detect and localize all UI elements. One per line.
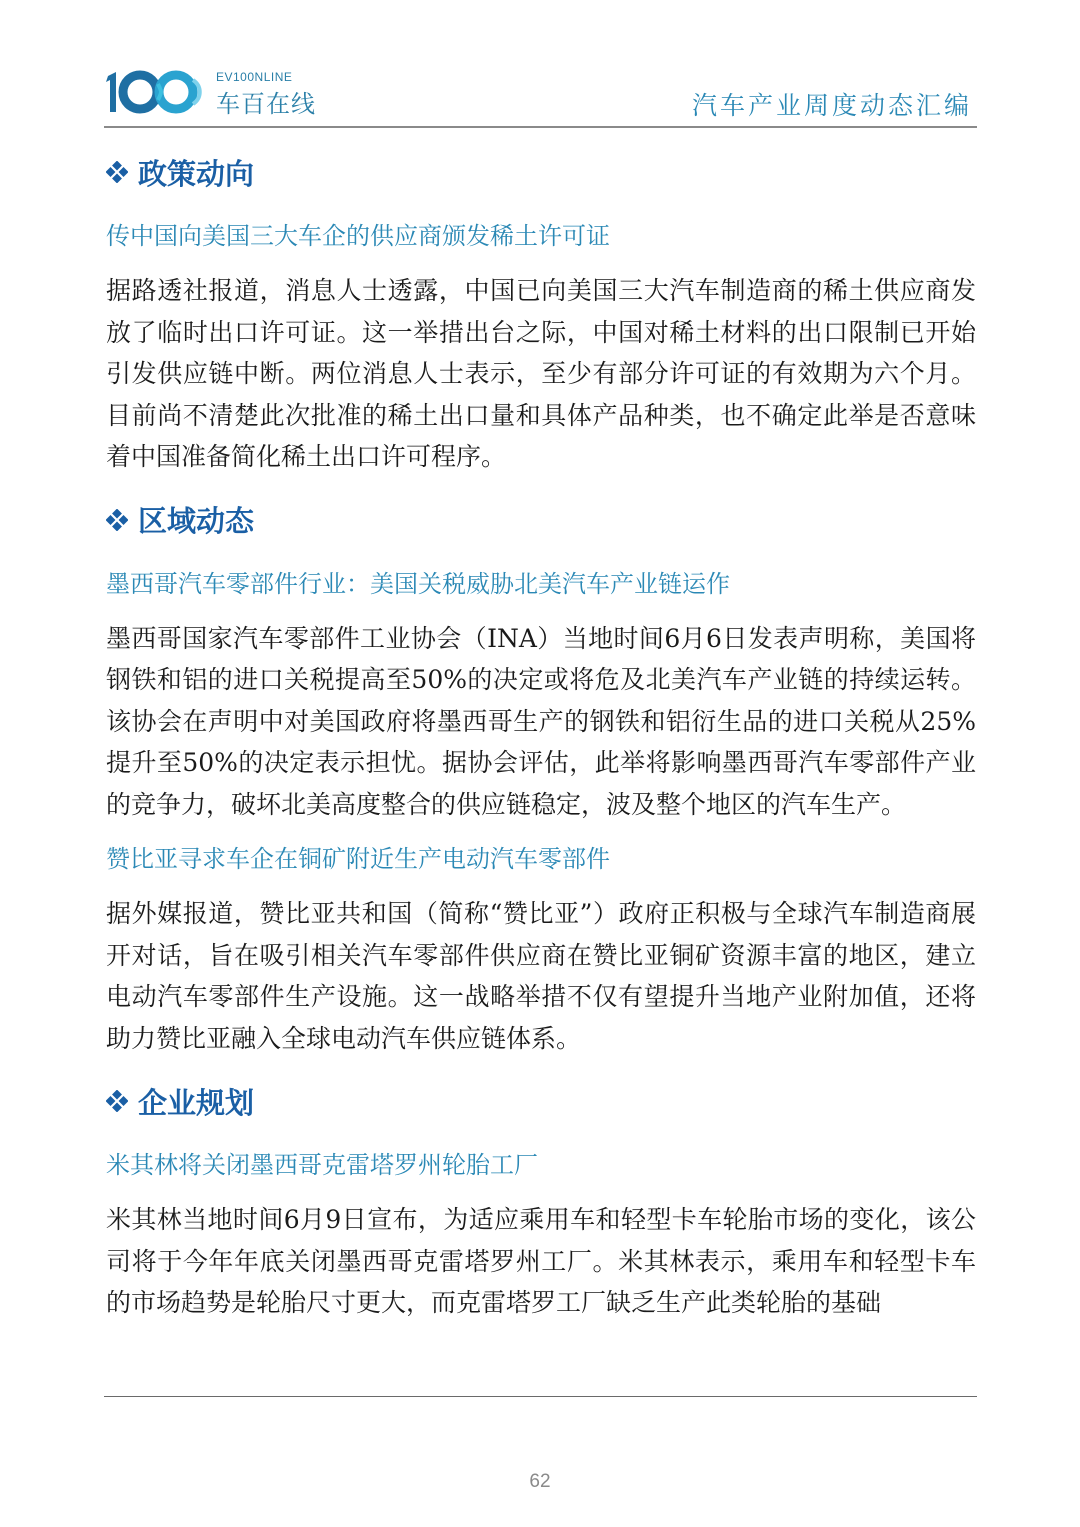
section-heading-regional: [106, 496, 976, 544]
page-number: 62: [529, 1471, 551, 1492]
content-area: [106, 148, 976, 1324]
article-paragraph: 据路透社报道，消息人士透露，中国已向美国三大汽车制造商的稀土供应商发放了临时出口许可证。这一举措出台之际，中国对稀土材料的出口限制已开始引发供应链中断。两位消息人士表示，至少有部分许可证的有效期为六个月。目前尚不清楚此次批准的稀土出口量和具体产品种类，也不确定此举是否意味着中国准备简化稀土出口许可程序。: [106, 276, 976, 471]
article-paragraph: 据外媒报道，赞比亚共和国（简称“赞比亚”）政府正积极与全球汽车制造商展开对话，旨在吸引相关汽车零部件供应商在赞比亚铜矿资源丰富的地区，建立电动汽车零部件生产设施。这一战略举措不仅有望提升当地产业附加值，还将助力赞比亚融入全球电动汽车供应链体系。: [106, 899, 976, 1053]
diamond-bullet-icon: [106, 161, 128, 183]
article-title: 墨西哥汽车零部件行业：美国关税威胁北美汽车产业链运作: [106, 569, 730, 598]
section-heading-text: 企业规划: [138, 1085, 255, 1120]
ev100-logo-icon: [102, 62, 214, 120]
logo-english-text: EV100NLINE: [216, 70, 293, 84]
article-paragraph: 米其林当地时间6月9日宣布，为适应乘用车和轻型卡车轮胎市场的变化，该公司将于今年年底关闭墨西哥克雷塔罗州工厂。米其林表示，乘用车和轻型卡车的市场趋势是轮胎尺寸更大，而克雷塔罗工厂缺乏生产此类轮胎的基础: [106, 1205, 976, 1317]
diamond-bullet-icon: [106, 1090, 128, 1112]
section-heading-policy: [106, 148, 976, 196]
document-title: 汽车产业周度动态汇编: [691, 91, 972, 120]
footer-divider: [104, 1396, 977, 1397]
article-paragraph: 墨西哥国家汽车零部件工业协会（INA）当地时间6月6日发表声明称，美国将钢铁和铝的进口关税提高至50%的决定或将危及北美汽车产业链的持续运转。该协会在声明中对美国政府将墨西哥生产的钢铁和铝衍生品的进口关税从25%提升至50%的决定表示担忧。据协会评估，此举将影响墨西哥汽车零部件产业的竞争力，破坏北美高度整合的供应链稳定，波及整个地区的汽车生产。: [106, 623, 976, 819]
article-title: 赞比亚寻求车企在铜矿附近生产电动汽车零部件: [106, 845, 610, 873]
article-title: 传中国向美国三大车企的供应商颁发稀土许可证: [106, 222, 610, 250]
header-divider: [104, 126, 977, 128]
article-title: 米其林将关闭墨西哥克雷塔罗州轮胎工厂: [106, 1151, 538, 1179]
diamond-bullet-icon: [106, 509, 128, 531]
logo-chinese-text: 车百在线: [216, 90, 316, 118]
section-heading-text: 政策动向: [138, 156, 255, 191]
section-heading-text: 区域动态: [138, 504, 255, 538]
section-heading-enterprise: [106, 1077, 976, 1125]
